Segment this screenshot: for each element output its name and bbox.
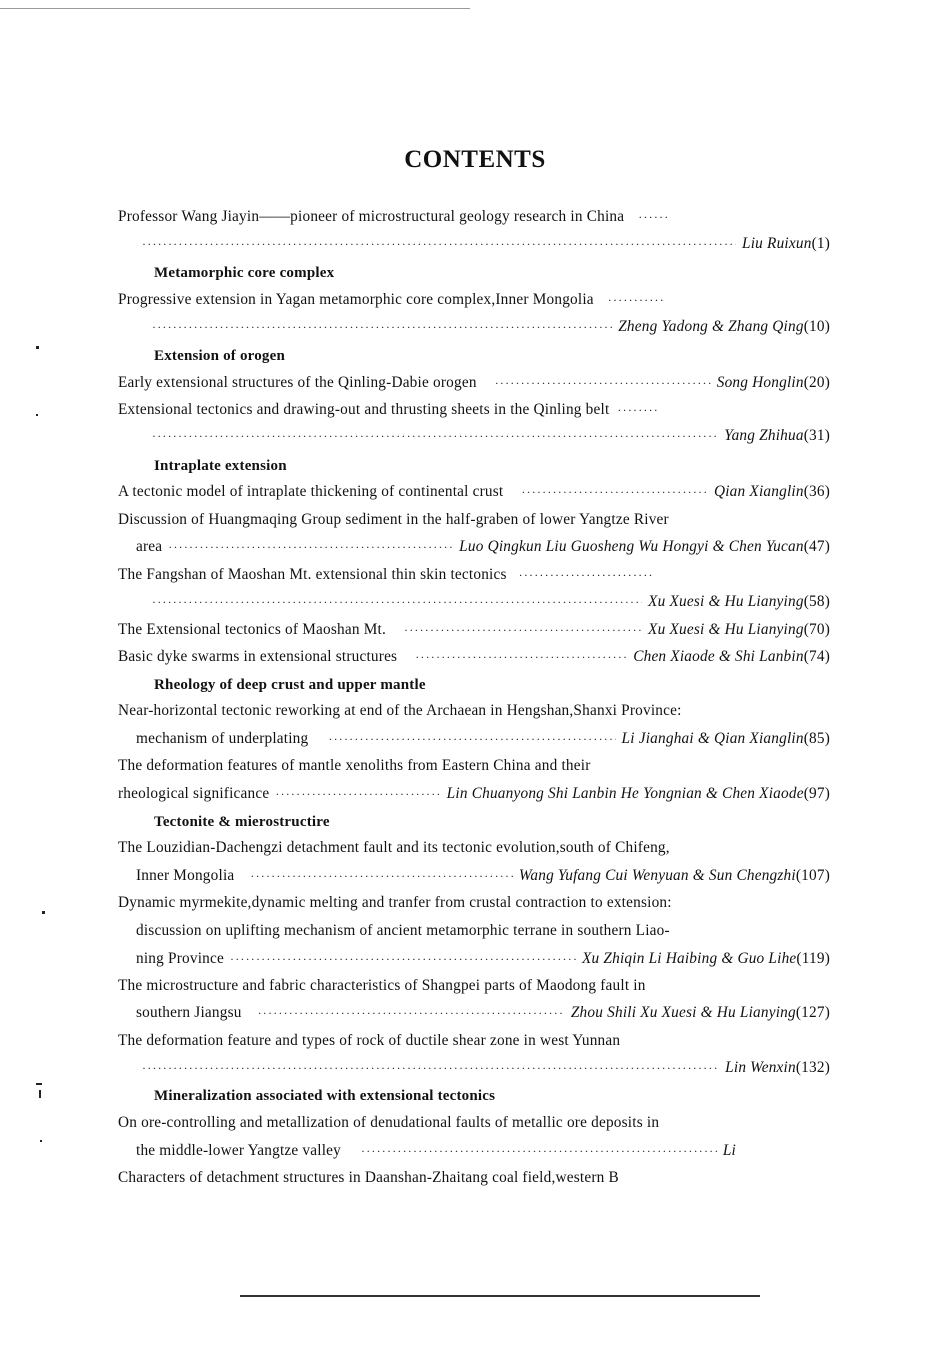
toc-entry-title[interactable] — [118, 482, 830, 502]
page-title: CONTENTS — [404, 146, 546, 173]
entry-page: (31) — [803, 427, 830, 444]
leader-dots — [328, 729, 615, 749]
toc-entry-title[interactable] — [118, 647, 830, 667]
bottom-rule — [240, 1295, 760, 1297]
entry-title-text: Discussion of Huangmaqing Group sediment in the half-graben of lower Yangtze River — [118, 511, 669, 528]
toc-entry-byline — [146, 426, 830, 446]
leader-dots — [152, 317, 612, 337]
leader-dots — [415, 647, 627, 667]
leader-dots — [608, 293, 665, 307]
toc-entry-byline — [136, 729, 830, 749]
toc-entry-title[interactable] — [118, 620, 830, 640]
leader-dots — [142, 234, 736, 254]
toc-entry-byline — [136, 234, 830, 254]
entry-page: (74) — [803, 648, 830, 665]
section-heading: Metamorphic core complex — [154, 265, 335, 281]
leader-dots — [638, 210, 669, 224]
entry-title-continuation: mechanism of underplating — [136, 730, 309, 747]
toc-entry-byline — [136, 866, 830, 886]
toc-entry-title[interactable] — [118, 976, 830, 996]
entry-page: (1) — [811, 235, 830, 252]
entry-author: Yang Zhihua — [724, 427, 804, 444]
leader-dots — [230, 949, 576, 969]
entry-title-text: Basic dyke swarms in extensional structures — [118, 648, 398, 665]
toc-entry-title[interactable] — [118, 1031, 830, 1051]
entry-title-text: The Extensional tectonics of Maoshan Mt. — [118, 621, 386, 638]
entry-author: Xu Xuesi & Hu Lianying — [648, 593, 804, 610]
entry-page: (47) — [803, 538, 830, 555]
leader-dots — [519, 568, 654, 582]
entry-title-continuation: ning Province — [136, 950, 224, 967]
section-heading: Extension of orogen — [154, 348, 286, 364]
toc-entry-title[interactable] — [118, 510, 830, 530]
entry-page: (119) — [796, 950, 830, 967]
toc-entry-title[interactable] — [118, 290, 830, 310]
entry-title-text: Characters of detachment structures in Daanshan-Zhaitang coal field,western B — [118, 1169, 619, 1186]
entry-title-text: The deformation features of mantle xenoliths from Eastern China and their — [118, 757, 591, 774]
toc-entry-byline — [118, 784, 830, 804]
entry-title-continuation: discussion on uplifting mechanism of ancient metamorphic terrane in southern Liao- — [136, 922, 670, 939]
entry-author: Liu Ruixun — [742, 235, 812, 252]
entry-author: Zheng Yadong & Zhang Qing — [618, 318, 804, 335]
toc-entry-title[interactable] — [118, 701, 830, 721]
entry-page: (10) — [803, 318, 830, 335]
leader-dots — [617, 403, 659, 417]
scan-speck — [36, 414, 38, 416]
scan-speck — [36, 1083, 42, 1085]
section-heading: Tectonite & mierostructire — [154, 814, 330, 830]
entry-title-text: The microstructure and fabric characteristics of Shangpei parts of Maodong fault in — [118, 977, 646, 994]
leader-dots — [521, 482, 708, 502]
toc-entry-byline — [136, 1141, 736, 1161]
toc-entry-byline — [136, 1058, 830, 1078]
leader-dots — [152, 426, 718, 446]
toc-entry-title[interactable] — [118, 565, 830, 585]
entry-title-continuation: rheological significance — [118, 785, 270, 802]
entry-title-text: Extensional tectonics and drawing-out and thrusting sheets in the Qinling belt — [118, 401, 610, 418]
entry-author: Xu Zhiqin Li Haibing & Guo Lihe — [581, 950, 797, 967]
leader-dots — [168, 537, 453, 557]
entry-title-text: A tectonic model of intraplate thickening of continental crust — [118, 483, 504, 500]
entry-author: Wang Yufang Cui Wenyuan & Sun Chengzhi — [518, 867, 796, 884]
scan-speck — [36, 346, 39, 349]
scan-speck — [42, 911, 45, 914]
toc-entry-title[interactable] — [118, 838, 830, 858]
entry-title-continuation: the middle-lower Yangtze valley — [136, 1142, 342, 1159]
entry-page: (107) — [795, 867, 830, 884]
section-heading: Intraplate extension — [154, 458, 287, 474]
entry-author: Xu Xuesi & Hu Lianying — [648, 621, 804, 638]
entry-page: (20) — [803, 374, 830, 391]
entry-author: Li Jianghai & Qian Xianglin — [621, 730, 804, 747]
toc-entry-byline — [136, 537, 830, 557]
entry-title-text: Progressive extension in Yagan metamorphic core complex,Inner Mongolia — [118, 291, 594, 308]
entry-page: (85) — [803, 730, 830, 747]
entry-page: (36) — [803, 483, 830, 500]
entry-author: Lin Wenxin — [725, 1059, 796, 1076]
leader-dots — [142, 1058, 719, 1078]
entry-title-text: On ore-controlling and metallization of denudational faults of metallic ore deposits in — [118, 1114, 660, 1131]
entry-title-text: Dynamic myrmekite,dynamic melting and tranfer from crustal contraction to extension: — [118, 894, 672, 911]
toc-entry-title[interactable] — [118, 756, 830, 776]
entry-title-text: The deformation feature and types of rock of ductile shear zone in west Yunnan — [118, 1032, 621, 1049]
entry-title-continuation: southern Jiangsu — [136, 1004, 242, 1021]
leader-dots — [250, 866, 512, 886]
entry-title-text: Near-horizontal tectonic reworking at end of the Archaean in Hengshan,Shanxi Province: — [118, 702, 682, 719]
entry-author: Song Honglin — [716, 374, 804, 391]
entry-title-text: Professor Wang Jiayin——pioneer of microstructural geology research in China — [118, 208, 625, 225]
top-rule — [0, 8, 470, 9]
entry-page: (127) — [795, 1004, 830, 1021]
scan-speck — [40, 1140, 42, 1142]
toc-entry-title[interactable] — [118, 400, 830, 420]
entry-author: Li — [722, 1142, 736, 1159]
entry-page: (70) — [803, 621, 830, 638]
entry-page: (58) — [803, 593, 830, 610]
entry-page: (132) — [795, 1059, 830, 1076]
toc-entry-title[interactable] — [118, 1168, 830, 1188]
toc-entry-byline — [136, 1003, 830, 1023]
toc-entry-byline — [146, 592, 830, 612]
toc-entry-byline — [146, 317, 830, 337]
entry-author: Qian Xianglin — [713, 483, 804, 500]
entry-title-text: The Fangshan of Maoshan Mt. extensional thin skin tectonics — [118, 566, 507, 583]
entry-title-continuation: area — [136, 538, 163, 555]
toc-entry-title[interactable] — [118, 373, 830, 393]
entry-author: Zhou Shili Xu Xuesi & Hu Lianying — [570, 1004, 796, 1021]
leader-dots — [404, 620, 642, 640]
entry-title-continuation: Inner Mongolia — [136, 867, 235, 884]
entry-author: Lin Chuanyong Shi Lanbin He Yongnian & Chen Xiaode — [446, 785, 804, 802]
toc-entry-title[interactable] — [118, 207, 830, 227]
section-heading: Rheology of deep crust and upper mantle — [154, 677, 426, 693]
leader-dots — [152, 592, 642, 612]
entry-title-text: Early extensional structures of the Qinling-Dabie orogen — [118, 374, 477, 391]
entry-title-text: The Louzidian-Dachengzi detachment fault and its tectonic evolution,south of Chifeng, — [118, 839, 670, 856]
leader-dots — [361, 1141, 717, 1161]
toc-entry-title[interactable] — [118, 893, 830, 913]
leader-dots — [258, 1003, 565, 1023]
entry-author: Chen Xiaode & Shi Lanbin — [633, 648, 804, 665]
toc-entry-title-continuation — [136, 921, 830, 941]
scan-speck — [39, 1090, 41, 1098]
toc-entry-title[interactable] — [118, 1113, 830, 1133]
toc-entry-byline — [136, 949, 830, 969]
entry-author: Luo Qingkun Liu Guosheng Wu Hongyi & Chen Yucan — [459, 538, 804, 555]
entry-page: (97) — [803, 785, 830, 802]
section-heading: Mineralization associated with extensional tectonics — [154, 1088, 496, 1104]
leader-dots — [275, 784, 440, 804]
leader-dots — [495, 373, 711, 393]
